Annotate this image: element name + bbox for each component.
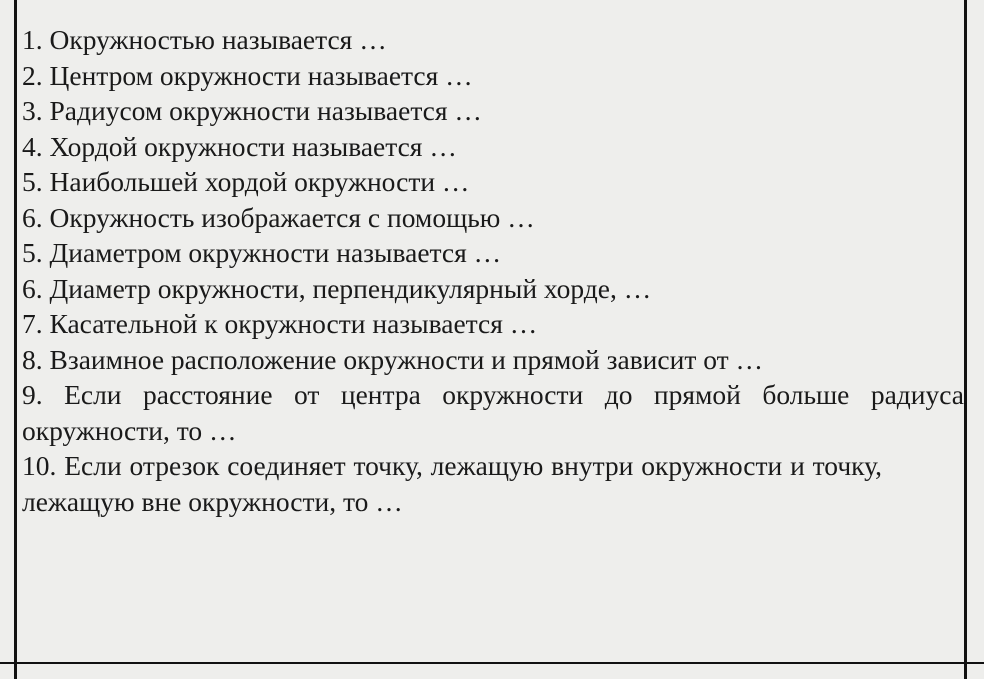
table-bottom-border — [0, 662, 984, 664]
table-left-border — [14, 0, 17, 679]
question-item: 9. Если расстояние от центра окружности до прямой больше радиуса окружности, то … — [22, 379, 964, 446]
cropped-header-fragment — [270, 0, 730, 7]
question-item: 5. Наибольшей хордой окружности … — [22, 166, 470, 197]
question-item: 10. Если отрезок соединяет точку, лежащую внутри окружности и точку, лежащую вне окружности, то … — [22, 450, 882, 517]
question-item: 8. Взаимное расположение окружности и прямой зависит от … — [22, 343, 763, 375]
question-item: 6. Окружность изображается с помощью … — [22, 201, 535, 233]
question-item: 4. Хордой окружности называется … — [22, 130, 457, 162]
question-item: 7. Касательной к окружности называется … — [22, 308, 538, 339]
question-item: 5. Диаметром окружности называется … — [22, 237, 502, 268]
question-item: 2. Центром окружности называется … — [22, 59, 473, 91]
question-list — [22, 22, 964, 519]
table-right-border — [964, 0, 967, 679]
question-item: 6. Диаметр окружности, перпендикулярный хорде, … — [22, 272, 652, 304]
question-item: 3. Радиусом окружности называется … — [22, 95, 482, 126]
question-item: 1. Окружностью называется … — [22, 24, 387, 55]
